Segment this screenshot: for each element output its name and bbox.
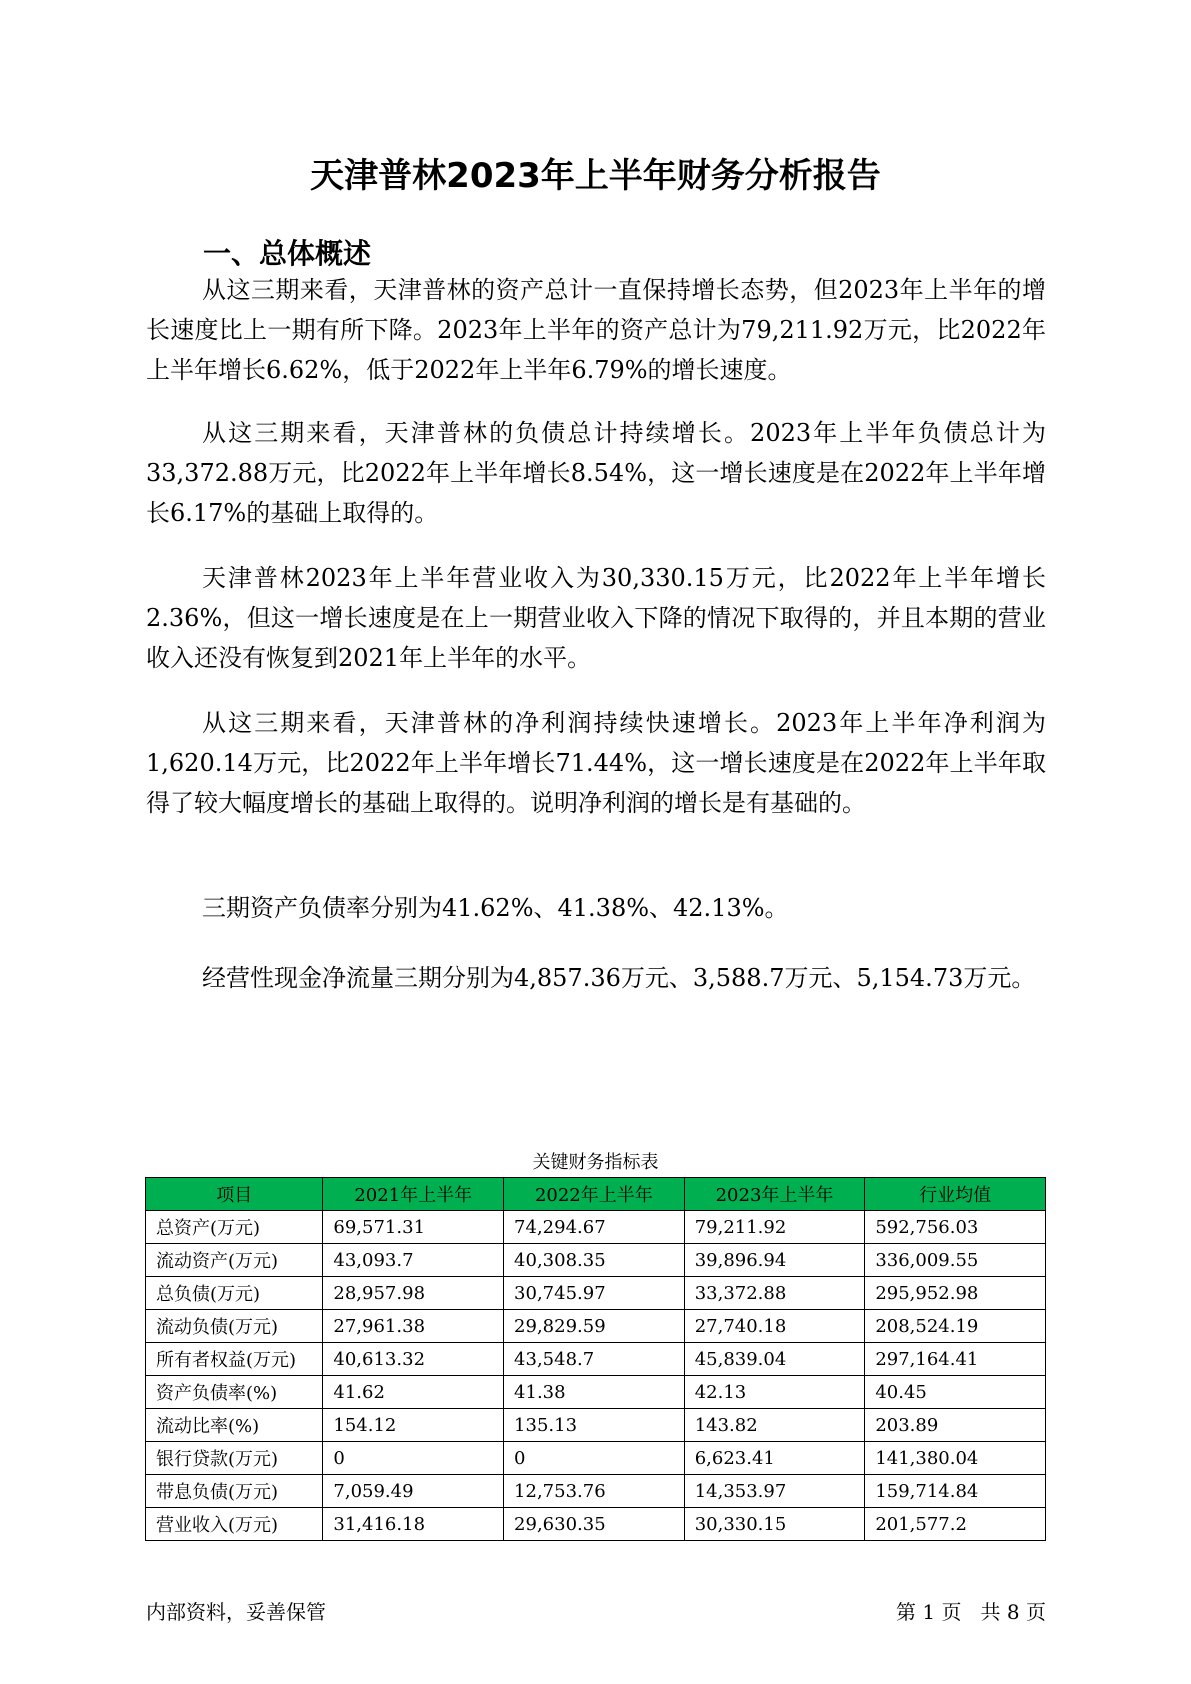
table-cell: 总资产(万元) <box>146 1211 323 1244</box>
table-cell: 30,330.15 <box>684 1508 865 1541</box>
table-cell: 0 <box>323 1442 504 1475</box>
table-row <box>146 1343 1046 1376</box>
table-cell: 30,745.97 <box>504 1277 685 1310</box>
table-cell: 33,372.88 <box>684 1277 865 1310</box>
table-cell: 28,957.98 <box>323 1277 504 1310</box>
table-cell: 带息负债(万元) <box>146 1475 323 1508</box>
table-caption: 关键财务指标表 <box>532 1152 659 1173</box>
header-cell: 2023年上半年 <box>684 1178 865 1211</box>
footer-confidential-note: 内部资料，妥善保管 <box>146 1600 326 1624</box>
table-cell: 营业收入(万元) <box>146 1508 323 1541</box>
table-cell: 总负债(万元) <box>146 1277 323 1310</box>
table-cell: 所有者权益(万元) <box>146 1343 323 1376</box>
table-cell: 6,623.41 <box>684 1442 865 1475</box>
paragraph-net-profit: 从这三期来看，天津普林的净利润持续快速增长。2023年上半年净利润为1,620.14万元，比2022年上半年增长71.44%，这一增长速度是在2022年上半年取得了较大幅度增长的基础上取得的。说明净利润的增长是有基础的。 <box>146 709 1046 817</box>
table-cell: 297,164.41 <box>865 1343 1046 1376</box>
header-cell: 2022年上半年 <box>504 1178 685 1211</box>
table-cell: 41.38 <box>504 1376 685 1409</box>
table-cell: 592,756.03 <box>865 1211 1046 1244</box>
footer-page-number: 第 1 页 共 8 页 <box>896 1600 1046 1624</box>
table-cell: 203.89 <box>865 1409 1046 1442</box>
table-cell: 201,577.2 <box>865 1508 1046 1541</box>
table-cell: 40,613.32 <box>323 1343 504 1376</box>
table-cell: 27,961.38 <box>323 1310 504 1343</box>
table-cell: 31,416.18 <box>323 1508 504 1541</box>
table-cell: 14,353.97 <box>684 1475 865 1508</box>
table-cell: 12,753.76 <box>504 1475 685 1508</box>
table-row <box>146 1244 1046 1277</box>
header-cell: 2021年上半年 <box>323 1178 504 1211</box>
table-cell: 74,294.67 <box>504 1211 685 1244</box>
table-cell: 154.12 <box>323 1409 504 1442</box>
table-row <box>146 1211 1046 1244</box>
table-row <box>146 1277 1046 1310</box>
table-cell: 39,896.94 <box>684 1244 865 1277</box>
table-cell: 43,093.7 <box>323 1244 504 1277</box>
header-cell: 项目 <box>146 1178 323 1211</box>
table-cell: 135.13 <box>504 1409 685 1442</box>
table-cell: 40,308.35 <box>504 1244 685 1277</box>
table-cell: 银行贷款(万元) <box>146 1442 323 1475</box>
key-financial-indicators-table <box>145 1177 1046 1541</box>
table-cell: 79,211.92 <box>684 1211 865 1244</box>
table-cell: 资产负债率(%) <box>146 1376 323 1409</box>
paragraph-assets: 从这三期来看，天津普林的资产总计一直保持增长态势，但2023年上半年的增长速度比上一期有所下降。2023年上半年的资产总计为79,211.92万元，比2022年上半年增长6.62%，低于2022年上半年6.79%的增长速度。 <box>146 276 1046 384</box>
table-cell: 159,714.84 <box>865 1475 1046 1508</box>
table-cell: 336,009.55 <box>865 1244 1046 1277</box>
report-title: 天津普林2023年上半年财务分析报告 <box>310 156 881 196</box>
table-header-row <box>146 1178 1046 1211</box>
header-cell: 行业均值 <box>865 1178 1046 1211</box>
table-cell: 295,952.98 <box>865 1277 1046 1310</box>
table-cell: 69,571.31 <box>323 1211 504 1244</box>
table-row <box>146 1475 1046 1508</box>
table-cell: 42.13 <box>684 1376 865 1409</box>
paragraph-cash-flow: 经营性现金净流量三期分别为4,857.36万元、3,588.7万元、5,154.73万元。 <box>202 964 1036 992</box>
paragraph-liabilities: 从这三期来看，天津普林的负债总计持续增长。2023年上半年负债总计为33,372.88万元，比2022年上半年增长8.54%，这一增长速度是在2022年上半年增长6.17%的基础上取得的。 <box>146 419 1046 527</box>
table-cell: 7,059.49 <box>323 1475 504 1508</box>
table-row <box>146 1508 1046 1541</box>
table-row <box>146 1409 1046 1442</box>
table-cell: 27,740.18 <box>684 1310 865 1343</box>
table-cell: 45,839.04 <box>684 1343 865 1376</box>
table-cell: 流动比率(%) <box>146 1409 323 1442</box>
table-cell: 41.62 <box>323 1376 504 1409</box>
table-cell: 流动负债(万元) <box>146 1310 323 1343</box>
paragraph-revenue: 天津普林2023年上半年营业收入为30,330.15万元，比2022年上半年增长2.36%，但这一增长速度是在上一期营业收入下降的情况下取得的，并且本期的营业收入还没有恢复到2021年上半年的水平。 <box>146 564 1046 672</box>
table-cell: 40.45 <box>865 1376 1046 1409</box>
table-cell: 流动资产(万元) <box>146 1244 323 1277</box>
paragraph-debt-ratio: 三期资产负债率分别为41.62%、41.38%、42.13%。 <box>202 894 789 922</box>
section-heading: 一、总体概述 <box>203 237 372 270</box>
table-row <box>146 1310 1046 1343</box>
table-cell: 141,380.04 <box>865 1442 1046 1475</box>
table-cell: 29,829.59 <box>504 1310 685 1343</box>
table-cell: 208,524.19 <box>865 1310 1046 1343</box>
table-row <box>146 1376 1046 1409</box>
table-cell: 29,630.35 <box>504 1508 685 1541</box>
table-row <box>146 1442 1046 1475</box>
table-cell: 43,548.7 <box>504 1343 685 1376</box>
table-cell: 143.82 <box>684 1409 865 1442</box>
table-cell: 0 <box>504 1442 685 1475</box>
